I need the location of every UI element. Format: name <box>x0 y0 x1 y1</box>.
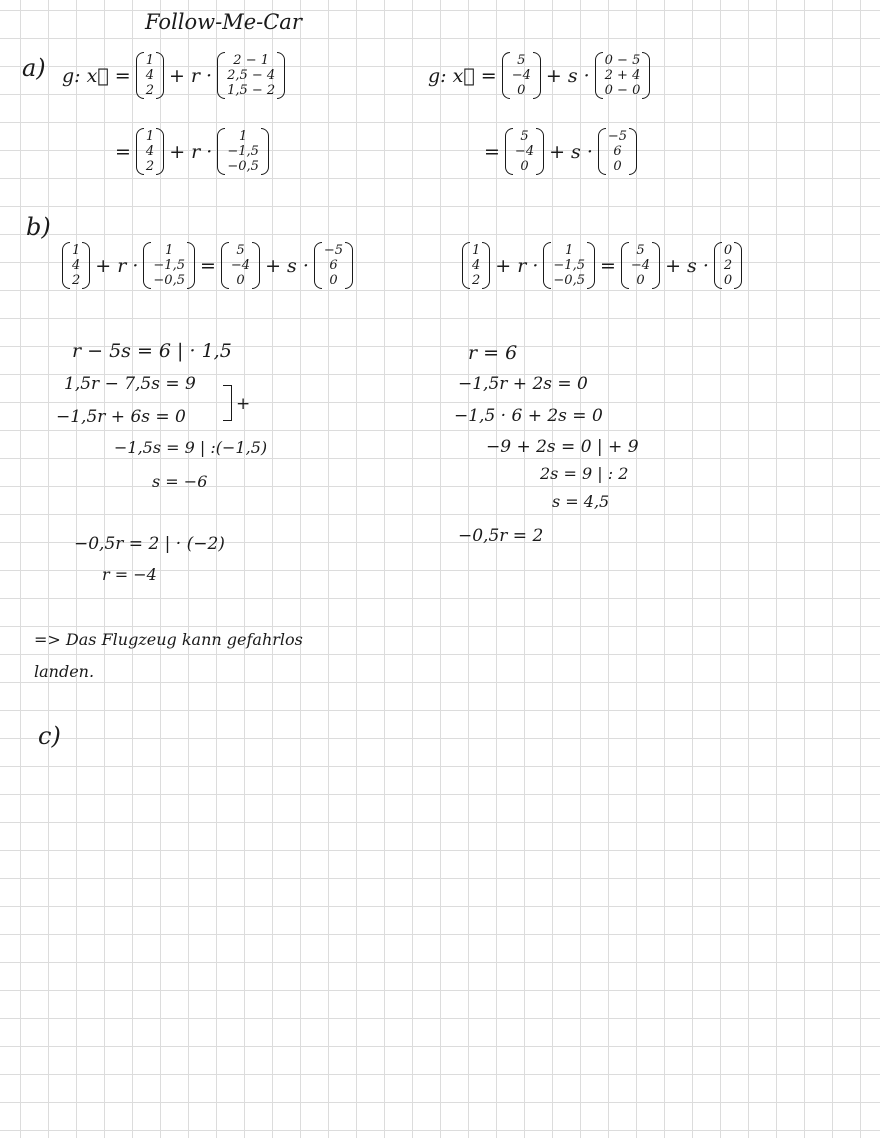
vector-a-right-direction-2: −5 6 0 <box>598 128 637 175</box>
section-label-c: c) <box>38 722 61 750</box>
operator: + r · <box>169 140 213 163</box>
b-right-line-7: −0,5r = 2 <box>458 526 544 546</box>
operator: + r · <box>495 254 539 277</box>
lhs: g: x⃗ = <box>62 64 131 87</box>
vector-b-left-p: 1 4 2 <box>62 242 90 289</box>
b-left-line-1: r − 5s = 6 | · 1,5 <box>72 340 232 362</box>
vector-a-right-direction: 0 − 5 2 + 4 0 − 0 <box>595 52 651 99</box>
vector-b-left-e: −5 6 0 <box>314 242 353 289</box>
a-left-line-1 <box>62 52 285 99</box>
b-left-line-2: 1,5r − 7,5s = 9 <box>64 374 196 394</box>
vector-b-left-d: 1 −1,5 −0,5 <box>143 242 195 289</box>
b-left-line-5: s = −6 <box>152 472 208 491</box>
vector-a-right-point-2: 5 −4 0 <box>505 128 544 175</box>
operator: + r · <box>95 254 139 277</box>
b-right-line-6: s = 4,5 <box>552 492 610 511</box>
vector-b-right-q: 5 −4 0 <box>621 242 660 289</box>
vector-a-right-point: 5 −4 0 <box>502 52 541 99</box>
equals: = <box>484 140 500 163</box>
operator: + s · <box>545 64 590 87</box>
equals: = <box>115 140 131 163</box>
vector-a-left-direction-2: 1 −1,5 −0,5 <box>217 128 269 175</box>
b-right-line-2: −1,5r + 2s = 0 <box>458 374 588 394</box>
equals: = <box>599 254 616 277</box>
b-right-equation <box>462 242 742 289</box>
b-left-equation <box>62 242 353 289</box>
a-right-line-1 <box>428 52 650 99</box>
operator: + s · <box>665 254 709 277</box>
b-right-line-1: r = 6 <box>468 342 518 364</box>
equals: = <box>199 254 216 277</box>
b-right-line-3: −1,5 · 6 + 2s = 0 <box>454 406 603 426</box>
operator: + s · <box>265 254 309 277</box>
conclusion-line-1: => Das Flugzeug kann gefahrlos <box>34 630 303 649</box>
page-title: Follow-Me-Car <box>145 10 302 34</box>
vector-a-left-direction: 2 − 1 2,5 − 4 1,5 − 2 <box>217 52 285 99</box>
operator: + s · <box>549 140 593 163</box>
conclusion-line-2: landen. <box>34 662 95 681</box>
b-right-line-4: −9 + 2s = 0 | + 9 <box>486 437 639 457</box>
b-left-line-7: r = −4 <box>102 565 157 584</box>
vector-a-left-point-2: 1 4 2 <box>136 128 164 175</box>
lhs: g: x⃗ = <box>428 64 497 87</box>
addition-bracket <box>223 385 232 421</box>
vector-b-right-e: 0 2 0 <box>714 242 742 289</box>
section-label-b: b) <box>26 213 51 241</box>
b-left-line-6: −0,5r = 2 | · (−2) <box>74 534 225 554</box>
vector-b-left-q: 5 −4 0 <box>221 242 260 289</box>
operator: + r · <box>168 64 213 87</box>
a-left-line-2 <box>115 128 269 175</box>
b-left-line-3: −1,5r + 6s = 0 <box>56 407 186 427</box>
b-right-line-5: 2s = 9 | : 2 <box>540 464 629 483</box>
b-left-line-4: −1,5s = 9 | :(−1,5) <box>114 438 268 457</box>
b-left-plus: + <box>236 394 251 414</box>
vector-b-right-d: 1 −1,5 −0,5 <box>543 242 595 289</box>
vector-a-left-point: 1 4 2 <box>136 52 164 99</box>
vector-b-right-p: 1 4 2 <box>462 242 490 289</box>
section-label-a: a) <box>22 54 46 82</box>
a-right-line-2 <box>484 128 637 175</box>
